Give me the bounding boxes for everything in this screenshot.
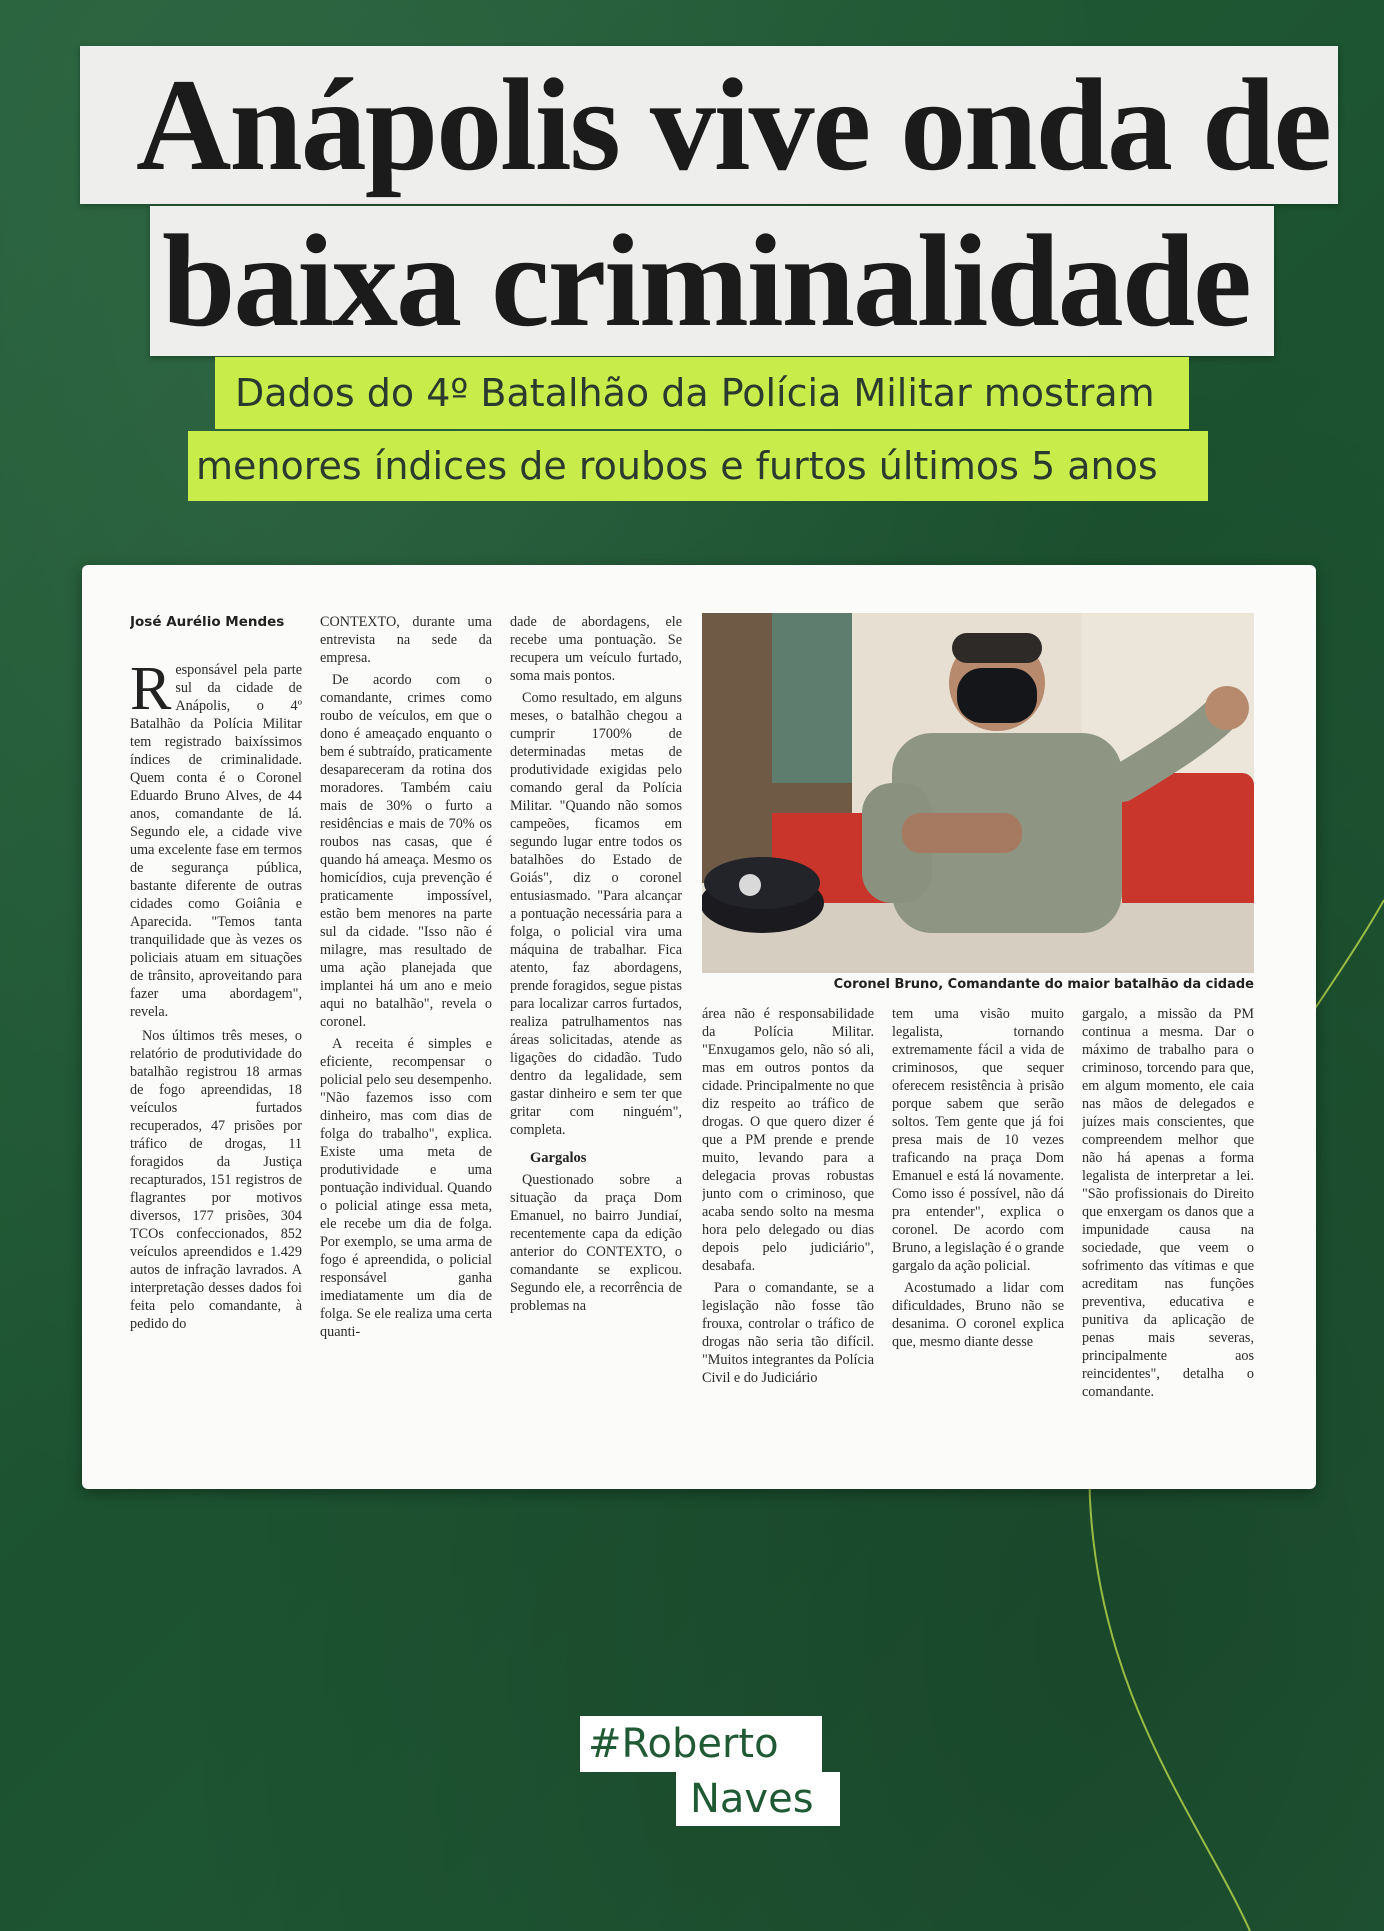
brand-label-line-2 bbox=[676, 1772, 840, 1826]
paragraph: Para o comandante, se a legislação não fosse tão frouxa, controlar o tráfico de drogas não seria tão difícil. "Muitos integrantes da Polícia Civil e do Judiciário bbox=[702, 1280, 874, 1386]
section-subhead: Gargalos bbox=[530, 1150, 587, 1166]
headline-line-1 bbox=[80, 46, 1338, 204]
photo-caption: Coronel Bruno, Comandante do maior batalhão da cidade bbox=[833, 977, 1254, 992]
paragraph: Nos últimos três meses, o relatório de produtividade do batalhão registrou 18 armas de fogo apreendidas, 18 veículos furtados recuperados, 47 prisões por tráfico de drogas, 11 foragidos da Justiça recapturados, 151 registros de flagrantes por motivos diversos, 177 prisões, 304 TCOs confeccionados, 852 veículos apreendidos e 1.429 autos de infração lavrados. A interpretação desses dados foi feita pelo comandante, à pedido do bbox=[130, 1028, 302, 1332]
paragraph: De acordo com o comandante, crimes como roubo de veículos, em que o dono é ameaçado enquanto o bem é subtraído, praticamente desapareceram da rotina dos moradores. Também caiu mais de 30% o furto a residências e mais de 70% os roubos nas casas, que é quando há ameaça. Mesmo os homicídios, cuja prevenção é praticamente impossível, estão bem menores na parte sul da cidade. "Isso não é milagre, mas resultado de uma ação planejada que implantei há um ano e meio aqui no batalhão", revela o coronel. bbox=[320, 672, 492, 1030]
paragraph: dade de abordagens, ele recebe uma pontuação. Se recupera um veículo furtado, soma mais pontos. bbox=[510, 614, 682, 684]
paragraph: tem uma visão muito legalista, tornando extremamente fácil a vida de criminosos, que sequer oferecem resistência à prisão porque sabem que serão soltos. Tem gente que já foi presa mais de 10 vezes traficando na praça Dom Emanuel e está lá novamente. Como isso é possível, não dá pra entender", explica o coronel. De acordo com Bruno, a legislação é o grande gargalo da ação policial. bbox=[892, 1006, 1064, 1274]
drop-cap: R bbox=[130, 655, 172, 723]
article-photo bbox=[702, 613, 1254, 973]
paragraph: A receita é simples e eficiente, recompensar o policial pelo seu desempenho. "Não fazemos isso com dinheiro, mas com dias de folga do trabalho", explica. Existe uma meta de produtividade e uma pontuação individual. Quando o policial atinge essa meta, ele recebe um dia de folga. Por exemplo, se uma arma de fogo é apreendida, o policial responsável ganha imediatamente um dia de folga. Se ele realiza uma certa quanti- bbox=[320, 1036, 492, 1340]
article-column-3 bbox=[510, 613, 682, 1463]
article-column-5 bbox=[892, 1005, 1064, 1465]
byline: José Aurélio Mendes bbox=[130, 614, 285, 630]
headline-line-2 bbox=[150, 206, 1274, 356]
newspaper-clipping bbox=[82, 565, 1316, 1489]
paragraph: Como resultado, em alguns meses, o batalhão chegou a cumprir 1700% de determinadas metas de produtividade exigidas pelo comando geral da Polícia Militar. "Quando não somos campeões, ficamos em segundo lugar entre todos os batalhões do Estado de Goiás", diz o coronel entusiasmado. "Para alcançar a pontuação necessária para a folga, o policial vira uma máquina de trabalhar. Fica atento, faz abordagens, prende foragidos, segue pistas para localizar carros furtados, realiza patrulhamentos nas áreas solicitadas, atende as ligações do cidadão. Tudo dentro da legalidade, sem gastar dinheiro e sem ter que gritar com ninguém", completa. bbox=[510, 690, 682, 1138]
article-column-1 bbox=[130, 613, 302, 1463]
paragraph: gargalo, a missão da PM continua a mesma. Dar o máximo de trabalho para o criminoso, torcendo para que, em algum momento, ele caia nas mãos de delegados e juízes mais conscientes, que compreendem melhor que não há apenas a forma legalista de interpretar a lei. "São profissionais do Direito que enxergam os danos que a impunidade causa na sociedade, que veem o sofrimento das vítimas e que acreditam nas funções preventiva, educativa e punitiva da aplicação de penas mais severas, principalmente aos reincidentes", detalha o comandante. bbox=[1082, 1006, 1254, 1400]
brand-text-2: Naves bbox=[690, 1776, 814, 1822]
article-column-2 bbox=[320, 613, 492, 1463]
subheadline-line-1: Dados do 4º Batalhão da Polícia Militar mostram bbox=[215, 357, 1189, 429]
brand-label-line-1 bbox=[580, 1716, 822, 1772]
subheadline-line-2: menores índices de roubos e furtos últimos 5 anos bbox=[188, 431, 1208, 501]
article-column-4 bbox=[702, 1005, 874, 1465]
brand-text-1: #Roberto bbox=[588, 1721, 779, 1767]
officer-photo-illustration bbox=[702, 613, 1254, 973]
paragraph: Questionado sobre a situação da praça Dom Emanuel, no bairro Jundiaí, recentemente capa da edição anterior do CONTEXTO, o comandante se explicou. Segundo ele, a recorrência de problemas na bbox=[510, 1172, 682, 1314]
paragraph: Acostumado a lidar com dificuldades, Bruno não se desanima. O coronel explica que, mesmo diante desse bbox=[892, 1280, 1064, 1350]
paragraph: área não é responsabilidade da Polícia Militar. "Enxugamos gelo, não só ali, mas em outros pontos da cidade. Principalmente no que diz respeito ao tráfico de drogas. O que quero dizer é que a PM prende e prende muito, levando para a delegacia provas robustas junto com o criminoso, que acaba sendo solto na mesma hora pelo delegado ou dias depois pelo judiciário", desabafa. bbox=[702, 1006, 874, 1274]
headline-text-1: Anápolis vive onda de bbox=[136, 51, 1330, 198]
article-column-6 bbox=[1082, 1005, 1254, 1465]
paragraph: CONTEXTO, durante uma entrevista na sede da empresa. bbox=[320, 614, 492, 666]
headline-text-2: baixa criminalidade bbox=[162, 207, 1250, 354]
paragraph: esponsável pela parte sul da cidade de Anápolis, o 4º Batalhão da Polícia Militar tem registrado baixíssimos índices de criminalidade. Quem conta é o Coronel Eduardo Bruno Alves, de 44 anos, comandante de lá. Segundo ele, a cidade vive uma excelente fase em termos de segurança pública, bastante diferente de outras cidades como Goiânia e Aparecida. "Temos tanta tranquilidade que às vezes os policiais atuam em situações de trânsito, aproveitando para fazer uma abordagem", revela. bbox=[130, 662, 302, 1020]
